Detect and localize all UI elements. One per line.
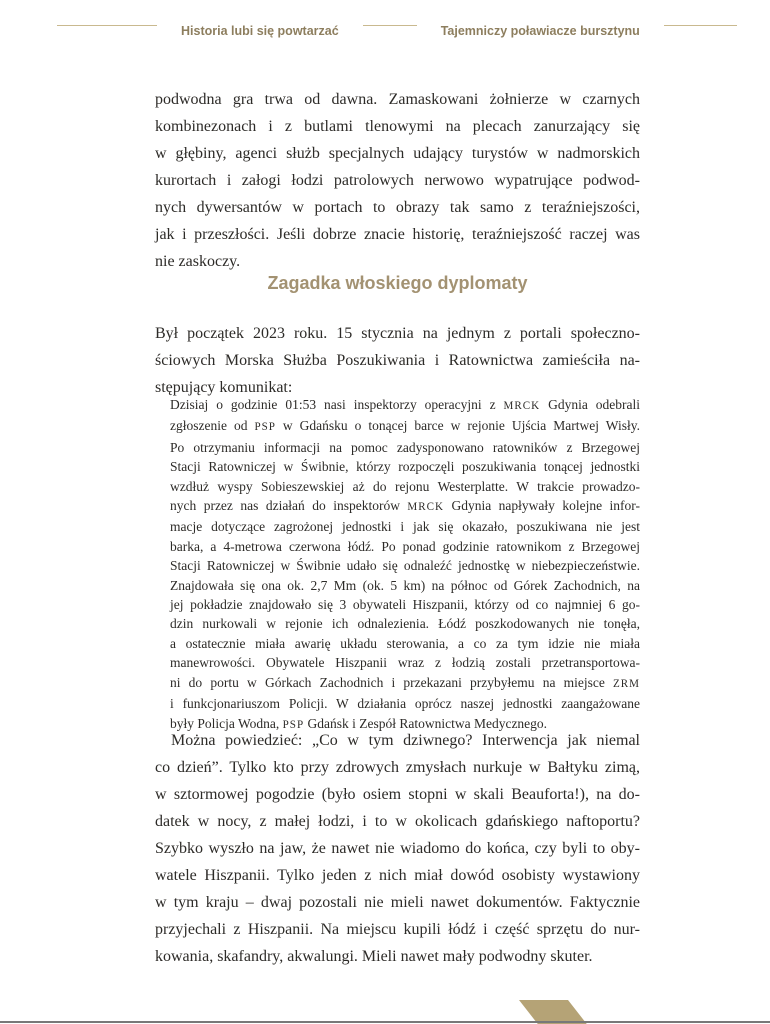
text-line: zgłoszenie od PSP w Gdańsku o tonącej barce w rejonie Ujścia Martwej Wisły. bbox=[170, 418, 640, 434]
section-heading: Zagadka włoskiego dyplomaty bbox=[267, 273, 528, 293]
text-line: Po otrzymaniu informacji na pomoc zadysponowano ratowników z Brzegowej bbox=[170, 439, 640, 455]
text-line: w sztormowej pogodzie (było osiem stopni w skali Beauforta!), na do- bbox=[155, 786, 640, 803]
text-line: jak i przeszłości. Jeśli dobrze znacie historię, teraźniejszość raczej was bbox=[155, 226, 640, 243]
text-line: kurortach i załogi łodzi patrolowych nerwowo wypatrujące podwod- bbox=[155, 172, 640, 189]
text-line: i funkcjonariuszom Policji. W działania oprócz naszej jednostki zaangażowane bbox=[170, 696, 640, 712]
text-line: były Policja Wodna, PSP Gdańsk i Zespół Ratownictwa Medycznego. bbox=[170, 715, 548, 731]
text-line: stępujący komunikat: bbox=[155, 379, 293, 396]
text-line: nych przez nas działań do inspektorów MRCK Gdynia napływały kolejne infor- bbox=[170, 498, 640, 514]
text-line: nie zaskoczy. bbox=[155, 253, 241, 270]
text-line: wzdłuż wyspy Sobieszewskiej aż do rejonu Westerplatte. W trakcie prowadzo- bbox=[170, 478, 640, 494]
text-line: Był początek 2023 roku. 15 stycznia na jednym z portali społeczno- bbox=[155, 325, 640, 342]
text-line: kombinezonach i z butlami tlenowymi na plecach zanurzający się bbox=[155, 118, 640, 135]
text-line: dzin nurkowali w rejonie ich odnalezienia. Łódź poszkodowanych nie tonęła, bbox=[170, 616, 640, 632]
paragraph-intro bbox=[155, 86, 640, 275]
text-line: Stacji Ratowniczej w Świbnie udało się odnaleźć jednostkę w niebezpieczeństwie. bbox=[170, 558, 640, 574]
text-line: Można powiedzieć: „Co w tym dziwnego? Interwencja jak niemal bbox=[171, 732, 640, 749]
text-line: Znajdowała się ona ok. 2,7 Mm (ok. 5 km) na północ od Górek Zachodnich, na bbox=[170, 577, 640, 593]
text-line: barka, a 4-metrowa czerwona łódź. Po ponad godzinie ratownikom z Brzegowej bbox=[170, 538, 640, 554]
text-line: co dzień”. Tylko kto przy zdrowych zmysłach nurkuje w Bałtyku zimą, bbox=[155, 759, 640, 776]
header-rule-middle bbox=[363, 25, 417, 26]
text-line: przyjechali z Hiszpanii. Na miejscu kupili łódź i część sprzętu do nur- bbox=[155, 921, 640, 938]
text-line: Dzisiaj o godzinie 01:53 nasi inspektorzy operacyjni z MRCK Gdynia odebrali bbox=[170, 397, 641, 412]
running-title-right: Tajemniczy poławiacze bursztynu bbox=[440, 24, 640, 38]
rescue-report-quote bbox=[170, 395, 640, 735]
header-rule-right bbox=[664, 25, 737, 26]
text-line: ściowych Morska Służba Poszukiwania i Ratownictwa zamieściła na- bbox=[155, 352, 640, 369]
text-line: manewrowości. Obywatele Hiszpanii wraz z łodzią zostali przetransportowa- bbox=[170, 655, 640, 671]
header-rule-left bbox=[57, 25, 157, 26]
text-line: podwodna gra trwa od dawna. Zamaskowani żołnierze w czarnych bbox=[155, 91, 640, 108]
text-line: watele Hiszpanii. Tylko jeden z nich miał dowód osobisty wystawiony bbox=[155, 867, 640, 884]
text-line: w głębiny, agenci służb specjalnych udający turystów w nadmorskich bbox=[155, 145, 640, 162]
text-line: w tym kraju – dwaj pozostali nie mieli nawet dokumentów. Faktycznie bbox=[155, 894, 640, 911]
running-header bbox=[57, 24, 737, 38]
text-line: Szybko wyszło na jaw, że nawet nie wiadomo do końca, czy byli to oby- bbox=[155, 840, 640, 857]
text-line: jej pokładzie znajdowało się 3 obywateli Hiszpanii, którzy od co najmniej 6 go- bbox=[170, 597, 640, 613]
text-line: a ostatecznie miała awarię układu sterowania, a co za tym idzie nie miała bbox=[170, 635, 640, 651]
text-line: ni do portu w Górkach Zachodnich i przekazani przybyłemu na miejsce ZRM bbox=[170, 674, 640, 690]
paragraph-lead bbox=[155, 320, 640, 401]
page-bottom-edge bbox=[0, 1021, 770, 1023]
text-line: datek w nocy, z małej łodzi, i to w okolicach gdańskiego naftoportu? bbox=[155, 813, 640, 830]
text-line: kowania, skafandry, akwalungi. Mieli nawet mały podwodny skuter. bbox=[155, 948, 593, 965]
running-title-left: Historia lubi się powtarzać bbox=[181, 24, 339, 38]
text-line: Stacji Ratowniczej w Świbnie, którzy rozpoczęli poszukiwania tonącej jednostki bbox=[170, 459, 640, 475]
text-line: macje dotyczące zagrożonej jednostki i jak się okazało, poszukiwana nie jest bbox=[170, 519, 640, 535]
text-line: nych dywersantów w portach to obrazy tak samo z teraźniejszości, bbox=[155, 199, 640, 216]
paragraph-commentary bbox=[155, 727, 640, 970]
